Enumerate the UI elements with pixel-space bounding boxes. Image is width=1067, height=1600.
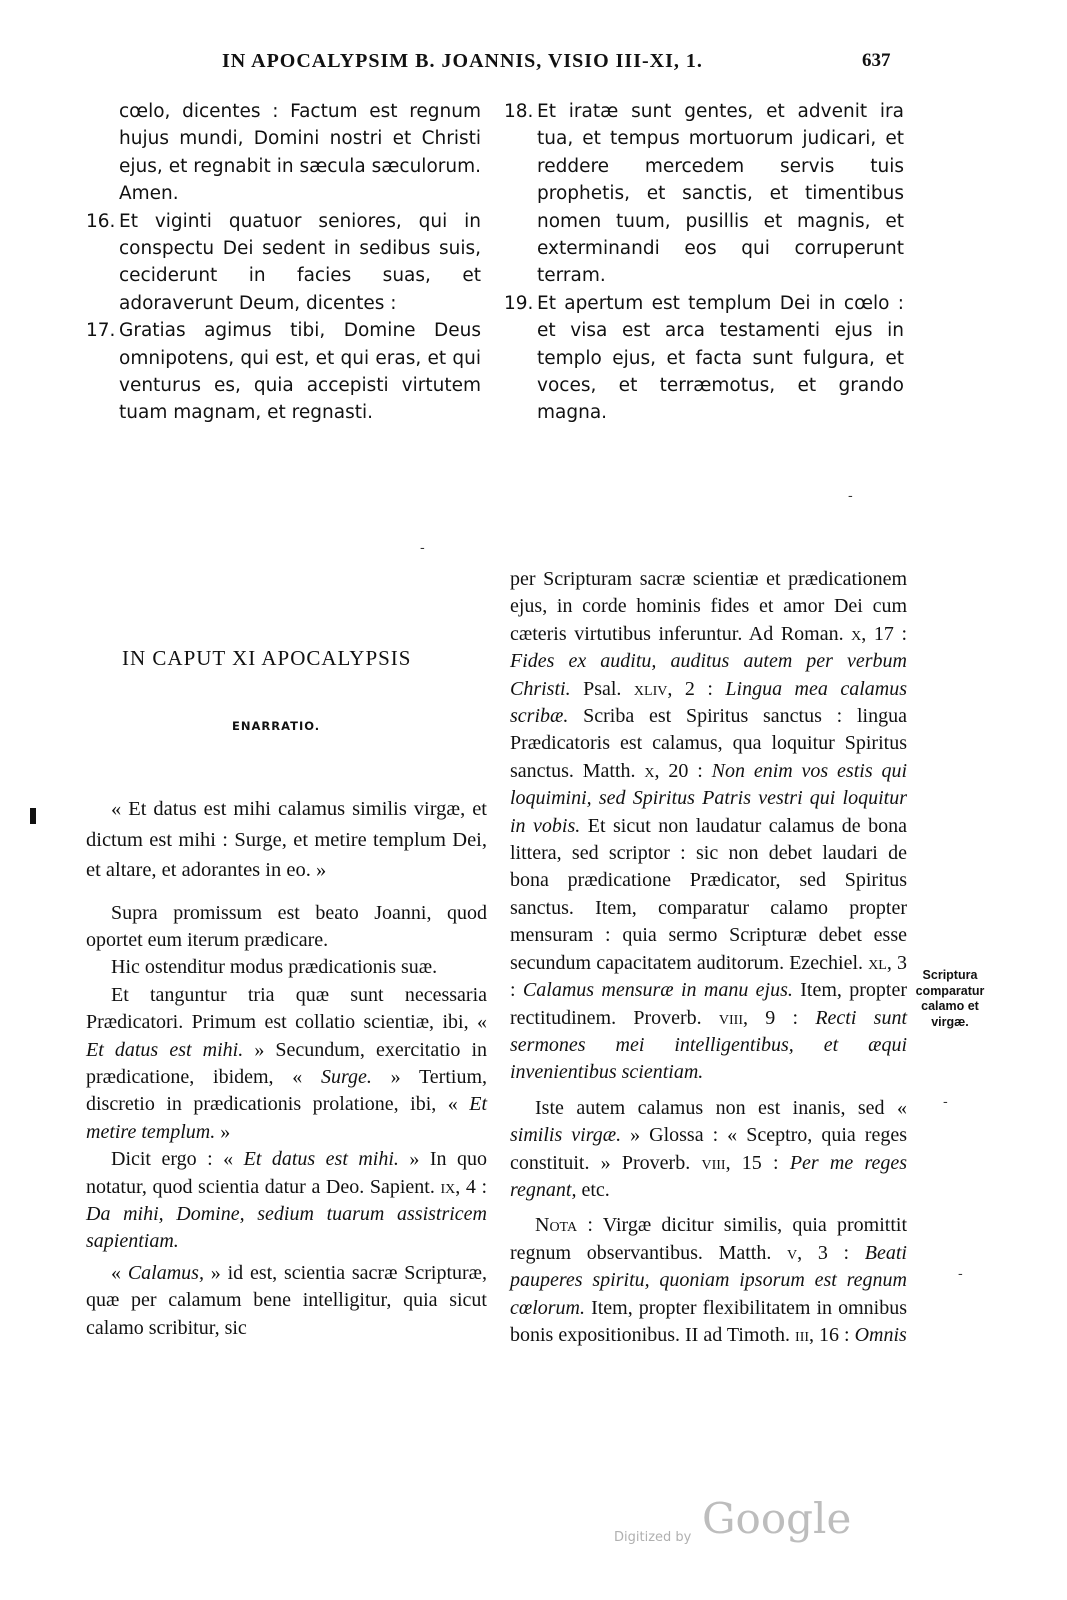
text-run: Et sicut non laudatur calamus de bona littera, sed scriptor : sic non debet laudari de bona prædicatione Prædicator, sed Spiritus sanctus. Item, comparatur calamo propter mensuram : quia sermo Scripturæ debet esse secundum capacitatem auditorum. Ezechiel. (510, 814, 907, 974)
text-run: Iste autem calamus non est inanis, sed « (535, 1096, 907, 1119)
italic-citation: Da mihi, Domine, sedium tuarum assistricem sapientiam. (86, 1202, 487, 1253)
roman-numeral: xliv (633, 677, 668, 700)
paragraph: Supra promissum est beato Joanni, quod oportet eum iterum prædicare. (86, 901, 487, 951)
lemma-quote: « Et datus est mihi calamus similis virgæ, et dictum est mihi : Surge, et metire templum Dei, et altare, et adorantes in eo. » (86, 798, 487, 881)
roman-numeral: v (787, 1241, 798, 1264)
commentary-column-left (86, 794, 487, 1342)
margin-marker (30, 808, 36, 824)
text-run: , 15 : (725, 1151, 779, 1174)
running-title: IN APOCALYPSIM B. JOANNIS, VISIO III-XI, 1. (222, 50, 703, 72)
italic-citation: Fides ex auditu, auditus autem per verbum Christi. (510, 650, 907, 700)
verse-text: Et viginti quatuor seniores, qui in conspectu Dei sedent in sedibus suis, ceciderunt in facies suas, et adoraverunt Deum, dicentes : (119, 210, 481, 314)
italic-citation: Per me reges regnant, (510, 1151, 908, 1201)
verse (86, 98, 481, 208)
text-run: per Scripturam sacræ scientiæ et prædicationem ejus, in corde hominis fides et amor Dei cum cæteris virtutibus inferuntur. Ad Roman. (510, 568, 907, 645)
roman-numeral: xl (868, 951, 887, 974)
margin-note: Scriptura comparatur calamo et virgæ. (915, 968, 985, 1029)
digitized-by-label: Digitized by (614, 1530, 692, 1545)
verse (504, 98, 904, 290)
text-run: Dicit ergo : « (111, 1148, 234, 1171)
text-run: , 3 : (797, 1241, 850, 1264)
text-run: Item, propter flexibilitatem in omnibus bonis expositionibus. II ad Timoth. (510, 1296, 907, 1346)
verse-number: 19. (504, 292, 534, 314)
italic-citation: Omnis (854, 1323, 907, 1346)
paragraph (510, 1212, 907, 1349)
italic-citation: Non enim vos estis qui loquimini, sed Spiritus Patris vestri qui loquitur in vobis. (510, 759, 908, 837)
text-run: , 20 : (654, 759, 703, 782)
paragraph (86, 1146, 487, 1256)
text-run: » id est, scientia sacræ Scripturæ, quæ per calamum bene intelligitur, quia sicut calamo scribitur, sic (86, 1261, 488, 1339)
text-run: , 17 : (861, 622, 907, 645)
verse-number: 18. (504, 101, 534, 122)
section-subtitle: ENARRATIO. (232, 719, 321, 733)
text-run: Et tanguntur tria quæ sunt necessaria Prædicatori. Primum est collatio scientiæ, ibi, « (86, 983, 487, 1034)
text-run: , 3 : (510, 951, 907, 1002)
google-watermark: Google (702, 1494, 852, 1543)
text-run: : Virgæ dicitur similis, quia promittit regnum observantibus. Matth. (510, 1214, 908, 1264)
text-run: Scriba est Spiritus sanctus : lingua Prædicatoris est calamus, qua loquitur Spiritus sanctus. Matth. (510, 705, 907, 782)
italic-citation: Et metire templum. (86, 1093, 488, 1143)
paragraph: Hic ostenditur modus prædicationis suæ. (111, 956, 438, 979)
roman-numeral: x (644, 759, 655, 782)
text-run: « (111, 1261, 121, 1284)
italic-citation: Beati pauperes spiritu, quoniam ipsorum est regnum cœlorum. (510, 1241, 907, 1319)
verse-column-left (86, 98, 481, 427)
verse-number: 16. (86, 210, 116, 232)
text-run: » Secundum, exercitatio in prædicatione, ibidem, « (86, 1038, 488, 1088)
print-speck: - (958, 1266, 963, 1282)
verse-text: Et iratæ sunt gentes, et advenit ira tua, et tempus mortuorum judicari, et reddere mercedem servis tuis prophetis, et sanctis, et timentibus nomen tuum, pusillis et magnis, et exterminandi eos qui corruperunt terram. (537, 101, 904, 287)
roman-numeral: viii (718, 1006, 744, 1029)
roman-numeral: ix (440, 1175, 456, 1198)
print-speck: - (420, 540, 425, 556)
text-run: » Tertium, discretio in prædicationis prolatione, ibi, « (86, 1065, 488, 1116)
section-title: IN CAPUT XI APOCALYPSIS (122, 646, 412, 670)
text-run: etc. (581, 1178, 610, 1201)
verse (504, 290, 904, 427)
text-run: , 4 : (455, 1175, 487, 1198)
paragraph (510, 566, 907, 1087)
paragraph (86, 1260, 487, 1342)
text-run: , 9 : (743, 1006, 799, 1029)
verse-text: cœlo, dicentes : Factum est regnum hujus mundi, Domini nostri et Christi ejus, et regnabit in sæcula sæculorum. Amen. (119, 101, 481, 205)
verse (86, 208, 481, 318)
text-run: Psal. (583, 677, 622, 700)
print-speck: - (848, 488, 853, 504)
verse-column-right (504, 98, 904, 427)
nota-label: Nota (535, 1214, 578, 1237)
italic-citation: Et datus est mihi. (86, 1038, 244, 1061)
commentary-column-right (510, 566, 907, 1349)
text-run: » (220, 1120, 231, 1143)
text-run: » Glossa : « Sceptro, quia reges constituit. » Proverb. (510, 1124, 907, 1174)
roman-numeral: x (851, 622, 862, 645)
paragraph (510, 1095, 907, 1205)
roman-numeral: iii (795, 1323, 810, 1346)
page-number: 637 (862, 50, 891, 71)
italic-citation: Calamus mensuræ in manu ejus. (522, 979, 793, 1002)
verse-number: 17. (86, 320, 116, 342)
italic-citation: Lingua mea calamus scribæ. (510, 677, 908, 728)
italic-citation: Et datus est mihi. (243, 1148, 399, 1171)
text-run: , 2 : (667, 677, 713, 700)
roman-numeral: viii (701, 1151, 726, 1174)
verse-text: Gratias agimus tibi, Domine Deus omnipotens, qui est, et qui eras, et qui venturus es, quia accepisti virtutem tuam magnam, et regnasti. (119, 320, 481, 424)
italic-citation: Recti sunt sermones mei intelligentibus, et æqui invenientibus scientiam. (510, 1006, 907, 1084)
verse (86, 317, 481, 427)
verse-text: Et apertum est templum Dei in cœlo : et visa est arca testamenti ejus in templo ejus, et facta sunt fulgura, et voces, et terræmotus, et grando magna. (537, 292, 904, 424)
paragraph (86, 982, 487, 1146)
italic-citation: Calamus, (127, 1261, 204, 1284)
text-run: Item, propter rectitudinem. Proverb. (510, 979, 908, 1029)
text-run: » In quo notatur, quod scientia datur a Deo. Sapient. (86, 1148, 488, 1198)
text-run: , 16 : (809, 1323, 850, 1346)
italic-citation: similis virgæ. (510, 1124, 622, 1147)
print-speck: - (943, 1094, 948, 1110)
italic-citation: Surge. (321, 1065, 372, 1088)
